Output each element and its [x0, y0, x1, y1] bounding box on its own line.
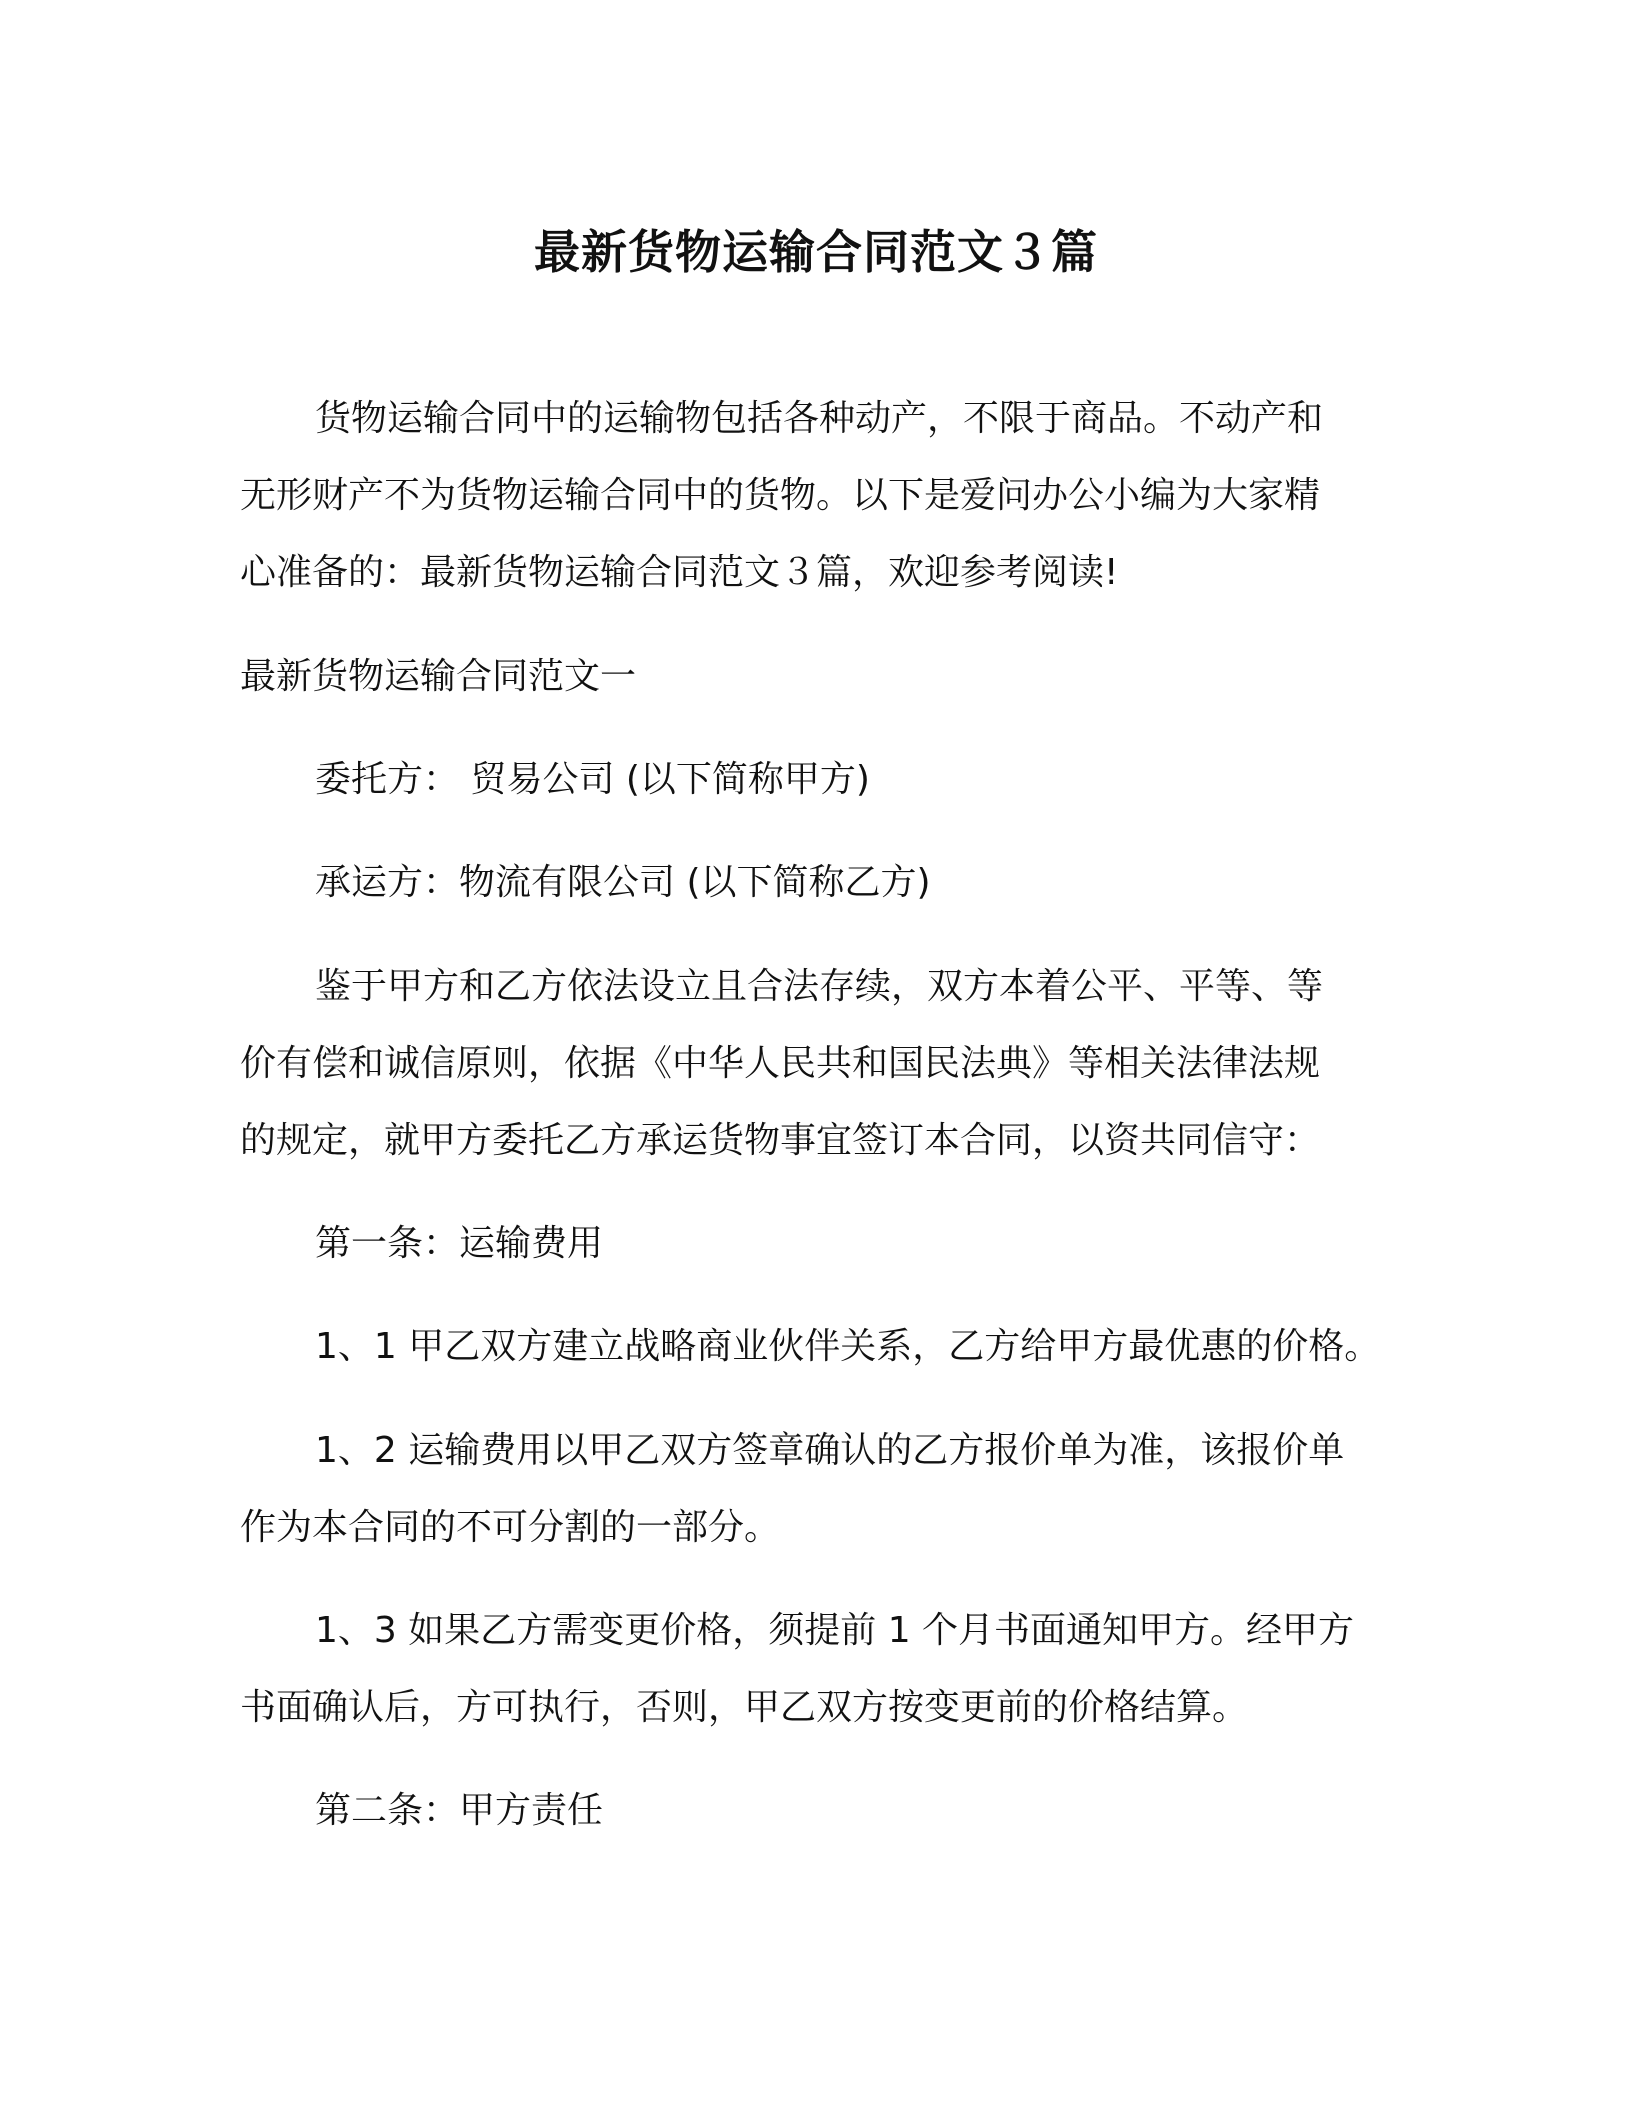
carrier-party: 承运方：物流有限公司 (以下简称乙方)	[315, 862, 931, 903]
clause-1-2-line-2: 作为本合同的不可分割的一部分。	[240, 1507, 781, 1548]
preamble-line-1: 鉴于甲方和乙方依法设立且合法存续，双方本着公平、平等、等	[315, 966, 1324, 1007]
clause-1-2-line-1: 1、2 运输费用以甲乙双方签章确认的乙方报价单为准，该报价单	[315, 1430, 1345, 1471]
intro-line-3: 心准备的：最新货物运输合同范文３篇，欢迎参考阅读!	[240, 552, 1119, 593]
preamble-line-2: 价有偿和诚信原则，依据《中华人民共和国民法典》等相关法律法规	[240, 1043, 1321, 1084]
clause-1-3-line-1: 1、3 如果乙方需变更价格，须提前 1 个月书面通知甲方。经甲方	[315, 1610, 1355, 1651]
preamble-line-3: 的规定，就甲方委托乙方承运货物事宜签订本合同，以资共同信守：	[240, 1120, 1321, 1161]
article-2-heading: 第二条：甲方责任	[315, 1790, 604, 1831]
document-title: 最新货物运输合同范文３篇	[534, 225, 1098, 279]
intro-line-2: 无形财产不为货物运输合同中的货物。以下是爱问办公小编为大家精	[240, 475, 1321, 516]
clause-1-3-line-2: 书面确认后，方可执行，否则，甲乙双方按变更前的价格结算。	[240, 1687, 1249, 1728]
section-heading-1: 最新货物运输合同范文一	[240, 656, 637, 697]
clause-1-1: 1、1 甲乙双方建立战略商业伙伴关系，乙方给甲方最优惠的价格。	[315, 1326, 1381, 1367]
article-1-heading: 第一条：运输费用	[315, 1223, 604, 1264]
client-party: 委托方： 贸易公司 (以下简称甲方)	[315, 759, 870, 800]
intro-line-1: 货物运输合同中的运输物包括各种动产，不限于商品。不动产和	[315, 398, 1324, 439]
